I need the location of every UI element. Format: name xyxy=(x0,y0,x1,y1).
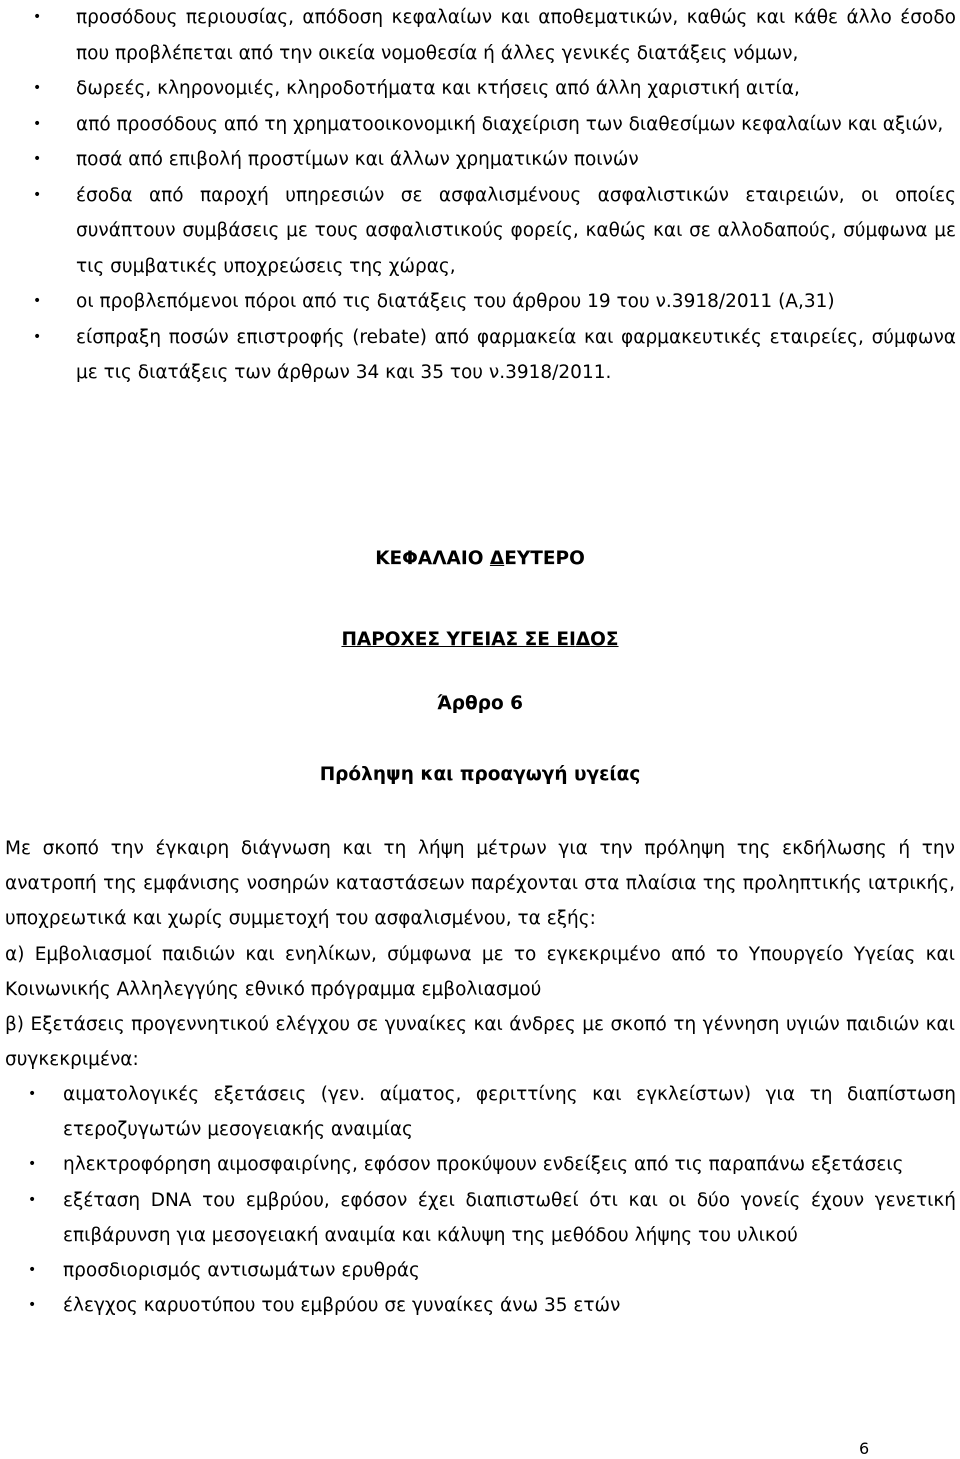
list-item xyxy=(0,71,960,107)
list-item-text: προσόδους περιουσίας, απόδοση κεφαλαίων και αποθεματικών, καθώς και κάθε άλλο έσοδο που προβλέπεται από την οικεία νομοθεσία ή άλλες γενικές διατάξεις νόμων, xyxy=(76,7,956,64)
list-item xyxy=(0,1077,960,1147)
section-title-suffix: ΟΣ xyxy=(590,629,619,650)
list-item-text: είσπραξη ποσών επιστροφής (rebate) από φαρμακεία και φαρμακευτικές εταιρείες, σύμφωνα με τις διατάξεις των άρθρων 34 και 35 του ν.3918/2011. xyxy=(76,326,956,383)
item-b-paragraph: β) Εξετάσεις προγεννητικού ελέγχου σε γυναίκες και άνδρες με σκοπό τη γέννηση υγιών παιδιών και συγκεκριμένα: xyxy=(5,1014,955,1071)
list-item-text: έσοδα από παροχή υπηρεσιών σε ασφαλισμένους ασφαλιστικών εταιρειών, οι οποίες συνάπτουν συμβάσεις με τους ασφαλιστικούς φορείς, καθώς και σε αλλοδαπούς, σύμφωνα με τις συμβατικές υποχρεώσεις της χώρας, xyxy=(76,184,956,277)
page-number: 6 xyxy=(859,1439,870,1458)
chapter-title-prefix: ΚΕΦΑΛΑΙΟ xyxy=(375,548,490,569)
list-item-text: προσδιορισμός αντισωμάτων ερυθράς xyxy=(63,1260,420,1282)
list-item xyxy=(0,1183,960,1253)
section-title xyxy=(0,629,960,650)
list-item xyxy=(0,284,960,320)
bullet-icon: • xyxy=(33,186,42,203)
bullet-icon: • xyxy=(33,115,42,132)
chapter-title-underlined: Δ xyxy=(489,548,505,569)
bullet-icon: • xyxy=(28,1086,37,1102)
list-item xyxy=(0,142,960,178)
prenatal-tests-list xyxy=(0,1077,960,1323)
list-item xyxy=(0,1147,960,1182)
bullet-icon: • xyxy=(33,80,42,96)
bullet-icon: • xyxy=(33,328,42,345)
chapter-title xyxy=(0,548,960,569)
article-label: Άρθρο 6 xyxy=(437,693,523,714)
bullet-icon: • xyxy=(28,1262,37,1279)
list-item-text: ηλεκτροφόρηση αιμοσφαιρίνης, εφόσον προκύψουν ενδείξεις από τις παραπάνω εξετάσεις xyxy=(63,1154,904,1176)
list-item-text: αιματολογικές εξετάσεις (γεν. αίματος, φεριττίνης και εγκλείστων) για τη διαπίστωση ετεροζυγωτών μεσογειακής αναιμίας xyxy=(63,1084,956,1141)
bullet-icon: • xyxy=(33,151,42,167)
article-title: Πρόληψη και προαγωγή υγείας xyxy=(319,764,641,785)
list-item-text: δωρεές, κληρονομιές, κληροδοτήματα και κτήσεις από άλλη χαριστική αιτία, xyxy=(76,78,800,99)
list-item xyxy=(0,1288,960,1323)
bullet-icon: • xyxy=(33,9,42,25)
list-item xyxy=(0,1253,960,1288)
list-item-text: οι προβλεπόμενοι πόροι από τις διατάξεις του άρθρου 19 του ν.3918/2011 (Α,31) xyxy=(76,291,835,312)
list-item xyxy=(0,0,960,71)
revenue-sources-list xyxy=(0,0,960,391)
bullet-icon: • xyxy=(33,293,42,309)
section-title-underlined: Δ xyxy=(575,629,591,650)
list-item xyxy=(0,107,960,143)
list-item xyxy=(0,178,960,285)
list-item-text: από προσόδους από τη χρηματοοικονομική διαχείριση των διαθεσίμων κεφαλαίων και αξιών, xyxy=(76,113,944,135)
list-item-text: έλεγχος καρυοτύπου του εμβρύου σε γυναίκες άνω 35 ετών xyxy=(63,1295,621,1317)
list-item-text: ποσά από επιβολή προστίμων και άλλων χρηματικών ποινών xyxy=(76,149,639,170)
bullet-icon: • xyxy=(28,1156,37,1173)
section-title-prefix: ΠΑΡΟΧΕΣ ΥΓΕΙΑΣ ΣΕ ΕΙ xyxy=(341,629,576,650)
list-item xyxy=(0,320,960,391)
chapter-title-suffix: ΕΥΤΕΡΟ xyxy=(504,548,585,569)
item-a-paragraph: α) Εμβολιασμοί παιδιών και ενηλίκων, σύμφωνα με το εγκεκριμένο από το Υπουργείο Υγείας και Κοινωνικής Αλληλεγγύης εθνικό πρόγραμμα εμβολιασμού xyxy=(5,944,955,1001)
bullet-icon: • xyxy=(28,1191,37,1208)
bullet-icon: • xyxy=(28,1297,37,1314)
list-item-text: εξέταση DNA του εμβρύου, εφόσον έχει διαπιστωθεί ότι και οι δύο γονείς έχουν γενετική επιβάρυνση για μεσογειακή αναιμία και κάλυψη της μεθόδου λήψης του υλικού xyxy=(63,1189,956,1246)
intro-paragraph: Με σκοπό την έγκαιρη διάγνωση και τη λήψη μέτρων για την πρόληψη της εκδήλωσης ή την ανατροπή της εμφάνισης νοσηρών καταστάσεων παρέχονται στα πλαίσια της προληπτικής ιατρικής, υποχρεωτικά και χωρίς συμμετοχή του ασφαλισμένου, τα εξής: xyxy=(5,838,955,930)
